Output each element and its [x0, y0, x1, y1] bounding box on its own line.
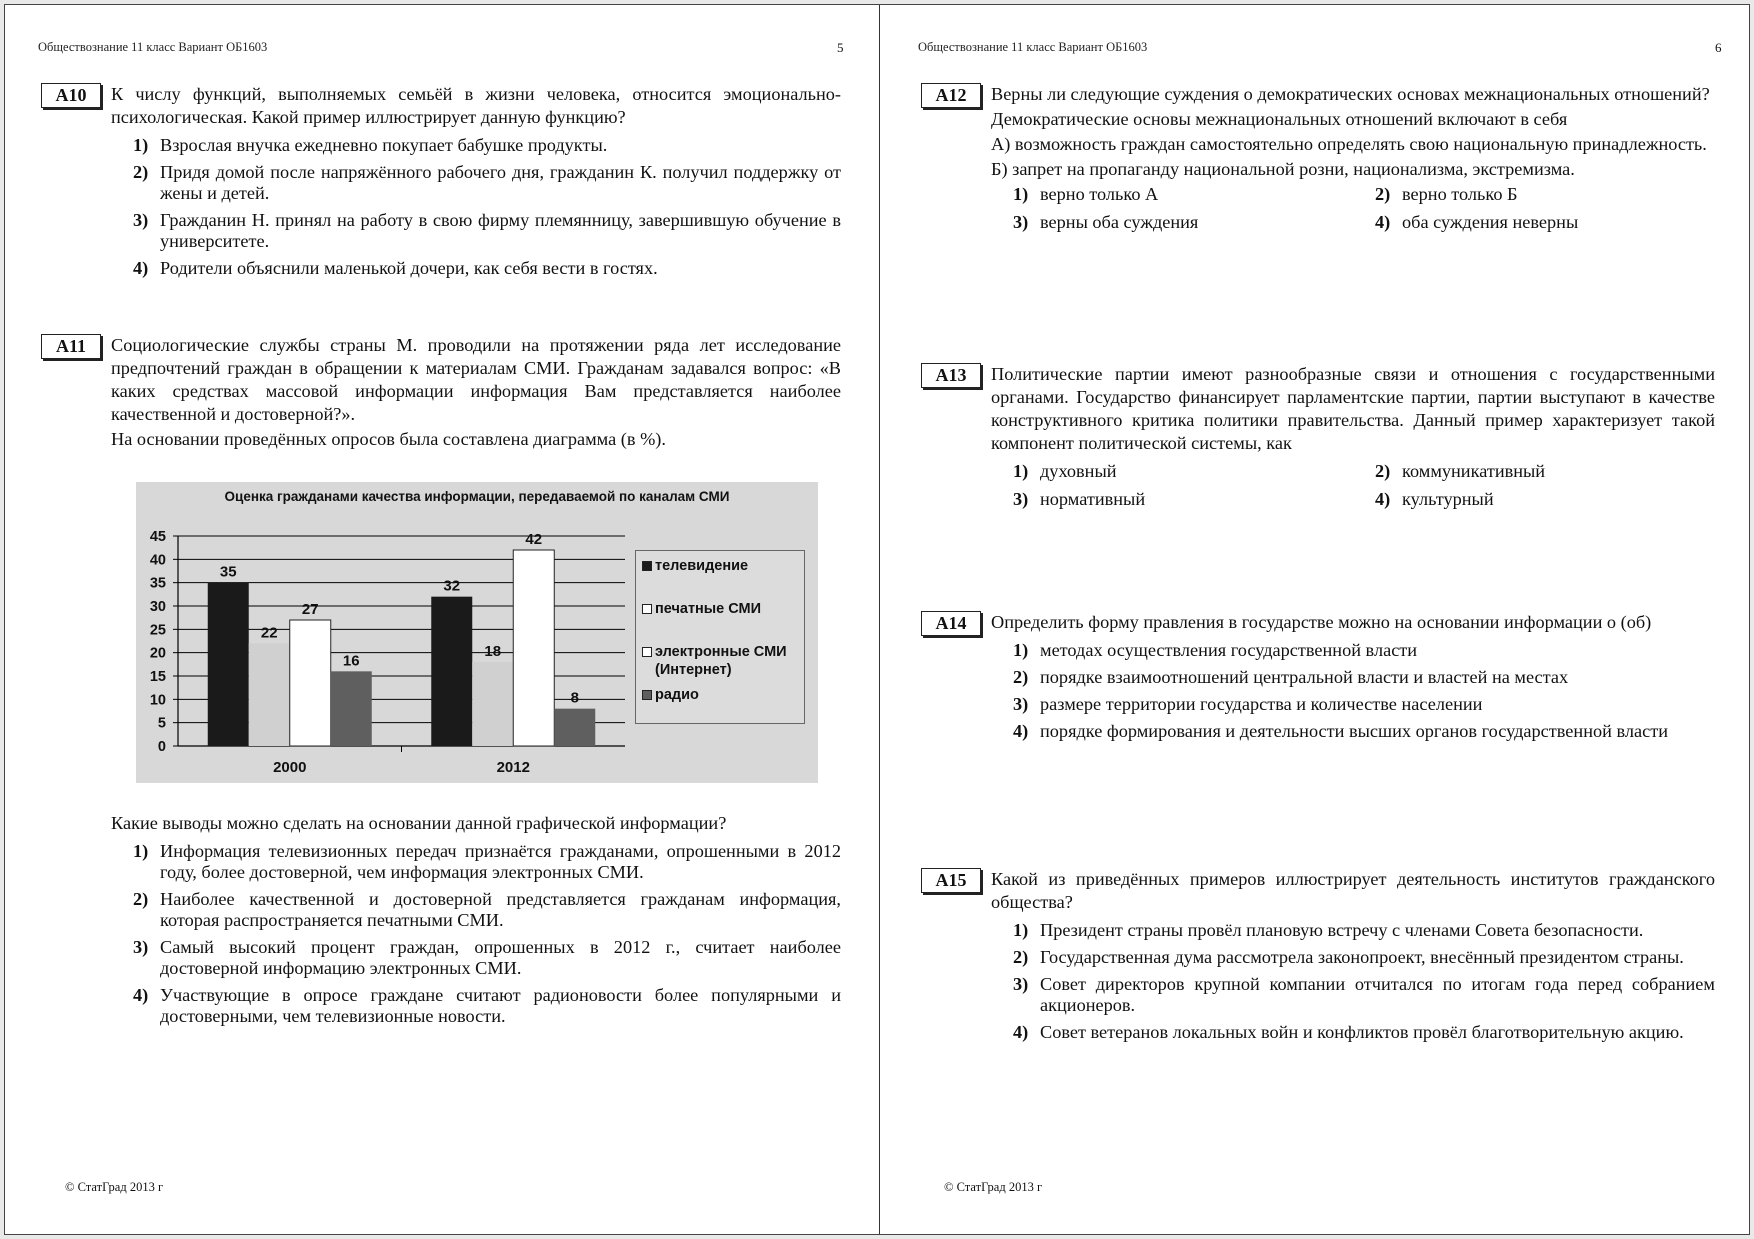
- option-number: 1): [133, 841, 149, 861]
- task-text: Определить форму правления в государстве можно на основании информации о (об): [991, 612, 1652, 632]
- bar: [249, 643, 290, 746]
- option-text: оба суждения неверны: [1402, 212, 1579, 232]
- option-number: 2): [133, 889, 149, 909]
- option-number: 4): [1375, 212, 1391, 232]
- option-1: [1013, 184, 1375, 205]
- option-1: [1013, 920, 1715, 941]
- running-head: Обществознание 11 класс Вариант ОБ1603: [38, 40, 268, 54]
- page-footer: © СтатГрад 2013 г: [944, 1180, 1043, 1194]
- x-tick-label: 2000: [273, 759, 307, 776]
- bar: [208, 583, 249, 746]
- option-text: Совет директоров крупной компании отчитался по итогам года перед собранием акционеров.: [1040, 974, 1715, 1015]
- option-number: 3): [133, 937, 149, 957]
- y-tick-label: 10: [149, 692, 166, 709]
- data-label: 32: [443, 577, 461, 595]
- option-text: порядке взаимоотношений центральной власти и властей на местах: [1040, 667, 1569, 687]
- option-text: Информация телевизионных передач признаётся гражданами, опрошенными в 2012 году, более достоверной, чем информация электронных СМИ.: [160, 841, 841, 882]
- data-label: 35: [219, 563, 237, 581]
- answer-options: [991, 920, 1715, 1043]
- bar: [554, 709, 595, 746]
- legend-item-print: [642, 600, 761, 618]
- y-tick-label: 0: [157, 739, 166, 755]
- bar: [290, 620, 331, 746]
- option-2: [1375, 184, 1715, 205]
- task-a10: [41, 83, 841, 285]
- task-a14: [921, 611, 1715, 748]
- option-number: 4): [133, 985, 149, 1005]
- task-a12: [921, 83, 1715, 233]
- option-text: Родители объяснили маленькой дочери, как себя вести в гостях.: [160, 258, 658, 278]
- option-text: порядке формирования и деятельности высших органов государственной власти: [1040, 721, 1668, 741]
- option-4: [1013, 1022, 1715, 1043]
- page-5: [5, 5, 878, 1234]
- data-label: 16: [342, 652, 360, 670]
- y-tick-label: 30: [149, 599, 166, 615]
- legend-swatch: [642, 690, 652, 700]
- option-text: Президент страны провёл плановую встречу с членами Совета безопасности.: [1040, 920, 1644, 940]
- y-tick-label: 45: [149, 529, 166, 545]
- option-text: Участвующие в опросе граждане считают радионовости более популярными и достоверными, чем телевизионные новости.: [160, 985, 841, 1026]
- option-text: Совет ветеранов локальных войн и конфликтов провёл благотворительную акцию.: [1040, 1022, 1684, 1042]
- bar: [431, 597, 472, 746]
- task-label-a13: А13: [921, 363, 981, 388]
- legend-swatch: [642, 561, 652, 571]
- option-2: [133, 889, 841, 931]
- option-number: 3): [1013, 974, 1029, 994]
- task-label-a14: А14: [921, 611, 981, 636]
- data-label: 42: [525, 531, 543, 548]
- legend-label: телевидение: [655, 558, 749, 574]
- option-number: 1): [133, 135, 149, 155]
- option-number: 4): [1013, 721, 1029, 741]
- option-number: 2): [1375, 184, 1391, 204]
- option-text: духовный: [1040, 461, 1117, 481]
- data-label: 27: [301, 601, 319, 618]
- bar: [513, 550, 554, 746]
- bar: [331, 671, 372, 746]
- task-label-a12: А12: [921, 83, 981, 108]
- option-1: [1013, 461, 1375, 482]
- option-4: [133, 985, 841, 1027]
- y-tick-label: 25: [149, 622, 166, 639]
- answer-options: [133, 841, 841, 1027]
- page-number: 6: [1715, 40, 1722, 55]
- option-3: [1013, 489, 1375, 510]
- option-2: [1013, 947, 1715, 968]
- option-3: [133, 937, 841, 979]
- option-3: [1013, 212, 1375, 233]
- task-label-a15: А15: [921, 868, 981, 893]
- task-a13: [921, 363, 1715, 510]
- task-text: Политические партии имеют разнообразные связи и отношения с государственными органами. Государство финансирует парламентские партии, партии выступают в качестве конструктивного критика политики правительства. Данный пример характеризует такой компонент политической системы, как: [991, 364, 1715, 453]
- option-3: [1013, 974, 1715, 1016]
- task-label-a10: А10: [41, 83, 101, 108]
- option-text: Наиболее качественной и достоверной представляется гражданам информация, которая распространяется печатными СМИ.: [160, 889, 841, 930]
- task-a11: [41, 334, 841, 453]
- option-number: 3): [133, 210, 149, 230]
- option-number: 1): [1013, 920, 1029, 940]
- page-6: [881, 5, 1749, 1234]
- y-tick-label: 15: [149, 669, 166, 685]
- option-text: Государственная дума рассмотрела законопроект, внесённый президентом страны.: [1040, 947, 1684, 967]
- option-number: 1): [1013, 640, 1029, 660]
- statement-a: А) возможность граждан самостоятельно определять свою национальную принадлежность.: [991, 134, 1707, 154]
- answer-options: [991, 640, 1715, 742]
- option-text: нормативный: [1040, 489, 1146, 509]
- answer-options: [991, 461, 1715, 510]
- statement-b: Б) запрет на пропаганду национальной розни, национализма, экстремизма.: [991, 159, 1575, 179]
- legend-swatch: [642, 604, 652, 614]
- y-tick-label: 40: [149, 552, 166, 569]
- task-a11-question: [41, 812, 841, 1033]
- legend-label-2: (Интернет): [655, 662, 732, 678]
- option-4: [1013, 721, 1715, 742]
- data-label: 18: [484, 643, 502, 660]
- option-text: верно только Б: [1402, 184, 1518, 204]
- option-3: [133, 210, 841, 252]
- legend-label: электронные СМИ: [655, 644, 787, 660]
- page-number: 5: [837, 40, 844, 55]
- task-text: Какой из приведённых примеров иллюстрирует деятельность институтов гражданского общества?: [991, 869, 1715, 912]
- bar: [472, 662, 513, 746]
- x-tick-label: 2012: [496, 759, 530, 776]
- option-text: верны оба суждения: [1040, 212, 1199, 232]
- y-tick-label: 20: [149, 645, 166, 662]
- task-text: Социологические службы страны М. проводили на протяжении ряда лет исследование предпочтений граждан в обращении к материалам СМИ. Гражданам задавался вопрос: «В каких средствах массовой информации информация Вам представляется наиболее качественной и достоверной?».: [111, 335, 841, 424]
- y-tick-label: 35: [149, 575, 166, 592]
- option-4: [133, 258, 841, 279]
- page-footer: © СтатГрад 2013 г: [65, 1180, 164, 1194]
- task-question: Какие выводы можно сделать на основании данной графической информации?: [111, 813, 727, 833]
- legend-item-radio: [642, 686, 699, 704]
- option-number: 3): [1013, 489, 1029, 509]
- task-text-2: Демократические основы межнациональных отношений включают в себя: [991, 109, 1568, 129]
- running-head: Обществознание 11 класс Вариант ОБ1603: [918, 40, 1148, 54]
- page-divider: [879, 5, 880, 1234]
- document-spread: [4, 4, 1750, 1235]
- data-label: 22: [260, 624, 278, 642]
- option-1: [133, 841, 841, 883]
- option-2: [1013, 667, 1715, 688]
- chart-legend: [635, 550, 805, 724]
- option-4: [1375, 212, 1715, 233]
- option-3: [1013, 694, 1715, 715]
- y-tick-label: 5: [157, 715, 166, 732]
- option-number: 4): [1375, 489, 1391, 509]
- option-number: 2): [1013, 947, 1029, 967]
- option-number: 2): [1013, 667, 1029, 687]
- option-number: 3): [1013, 694, 1029, 714]
- option-number: 1): [1013, 461, 1029, 481]
- option-text: Взрослая внучка ежедневно покупает бабушке продукты.: [160, 135, 608, 155]
- task-label-a11: А11: [41, 334, 101, 359]
- option-1: [133, 135, 841, 156]
- option-text: Гражданин Н. принял на работу в свою фирму племянницу, завершившую обучение в университете.: [160, 210, 841, 251]
- option-text: коммуникативный: [1402, 461, 1546, 481]
- bar-chart: [136, 482, 818, 783]
- option-4: [1375, 489, 1715, 510]
- answer-options: [991, 184, 1715, 233]
- option-text: размере территории государства и количестве населении: [1040, 694, 1483, 714]
- option-1: [1013, 640, 1715, 661]
- option-number: 1): [1013, 184, 1029, 204]
- option-text: культурный: [1402, 489, 1494, 509]
- option-text: верно только А: [1040, 184, 1159, 204]
- legend-label: печатные СМИ: [655, 601, 762, 617]
- task-text-2: На основании проведённых опросов была составлена диаграмма (в %).: [111, 429, 666, 449]
- option-number: 2): [133, 162, 149, 182]
- task-text: К числу функций, выполняемых семьёй в жизни человека, относится эмоционально-психологическая. Какой пример иллюстрирует данную функцию?: [111, 84, 841, 127]
- option-number: 3): [1013, 212, 1029, 232]
- legend-item-tv: [642, 557, 748, 575]
- option-text: методах осуществления государственной власти: [1040, 640, 1418, 660]
- option-text: Самый высокий процент граждан, опрошенных в 2012 г., считает наиболее достоверной информацию электронных СМИ.: [160, 937, 841, 978]
- option-number: 4): [133, 258, 149, 278]
- task-a15: [921, 868, 1715, 1049]
- legend-swatch: [642, 647, 652, 657]
- task-text: Верны ли следующие суждения о демократических основах межнациональных отношений?: [991, 84, 1710, 104]
- option-number: 4): [1013, 1022, 1029, 1042]
- data-label: 8: [570, 689, 579, 707]
- chart-title: Оценка гражданами качества информации, передаваемой по каналам СМИ: [224, 489, 730, 504]
- legend-item-online: [642, 643, 787, 679]
- option-2: [133, 162, 841, 204]
- legend-label: радио: [655, 687, 699, 703]
- option-2: [1375, 461, 1715, 482]
- option-text: Придя домой после напряжённого рабочего дня, гражданин К. получил поддержку от жены и детей.: [160, 162, 841, 203]
- option-number: 2): [1375, 461, 1391, 481]
- answer-options: [133, 135, 841, 279]
